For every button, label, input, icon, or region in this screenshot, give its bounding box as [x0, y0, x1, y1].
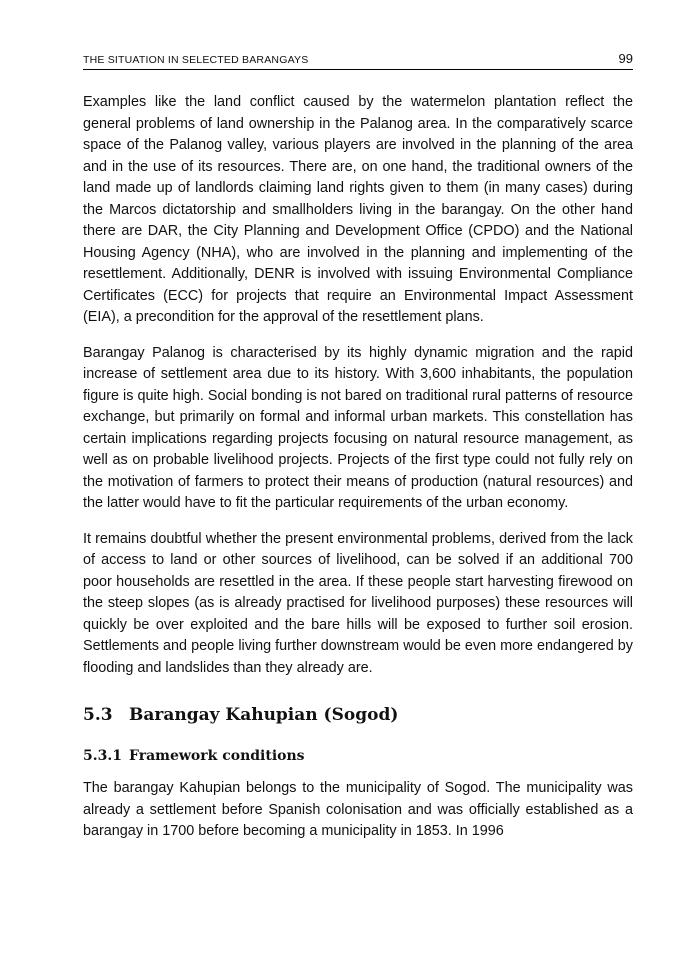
page-number: 99 [618, 51, 633, 66]
subsection-heading [83, 746, 633, 766]
paragraph-land-conflict: Examples like the land conflict caused by the watermelon plantation reflect the general problems of land ownership in the Palanog area. In the comparatively scarce space of the Palanog valley, various players are involved in the planning of the area and in the use of its resources. There are, on one hand, the traditional owners of the land made up of landlords claiming land rights given to them (in many cases) during the Marcos dictatorship and smallholders living in the barangay. On the other hand there are DAR, the City Planning and Development Office (CPDO) and the National Housing Agency (NHA), who are involved in the planning and implementing of the resettlement. Additionally, DENR is involved with issuing Environmental Compliance Certificates (ECC) for projects that require an Environmental Impact Assessment (EIA), a precondition for the approval of the resettlement plans. [83, 94, 633, 325]
subsection-number: 5.3.1 [83, 748, 122, 764]
paragraph-environmental-problems: It remains doubtful whether the present environmental problems, derived from the lack of access to land or other sources of livelihood, can be solved if an additional 700 poor households are resettled in the area. If these people start harvesting firewood on the steep slopes (as is already practised for livelihood purposes) these resources will quickly be over exploited and the bare hills will be exposed to further soil erosion. Settlements and people living further downstream would be even more endangered by flooding and landslides than they already are. [83, 530, 633, 676]
running-title: THE SITUATION IN SELECTED BARANGAYS [83, 54, 309, 66]
paragraph-kahupian: The barangay Kahupian belongs to the municipality of Sogod. The municipality was already a settlement before Spanish colonisation and was officially established as a barangay in 1700 before becoming a municipality in 1853. In 1996 [83, 780, 633, 839]
paragraph-migration: Barangay Palanog is characterised by its highly dynamic migration and the rapid increase of settlement area due to its history. With 3,600 inhabitants, the population figure is quite high. Social bonding is not bared on traditional rural patterns of resource exchange, but primarily on formal and informal urban markets. This constellation has certain implications regarding projects focusing on natural resource management, as well as on probable livelihood projects. Projects of the first type could not fully rely on the motivation of farmers to protect their means of production (natural resources) and the latter would have to fit the particular requirements of the urban economy. [83, 344, 633, 511]
running-header [83, 52, 633, 70]
section-number: 5.3 [83, 705, 113, 725]
section-title: Barangay Kahupian (Sogod) [129, 705, 399, 725]
section-heading [83, 704, 633, 726]
subsection-title: Framework conditions [129, 748, 305, 764]
body-text [83, 92, 633, 857]
